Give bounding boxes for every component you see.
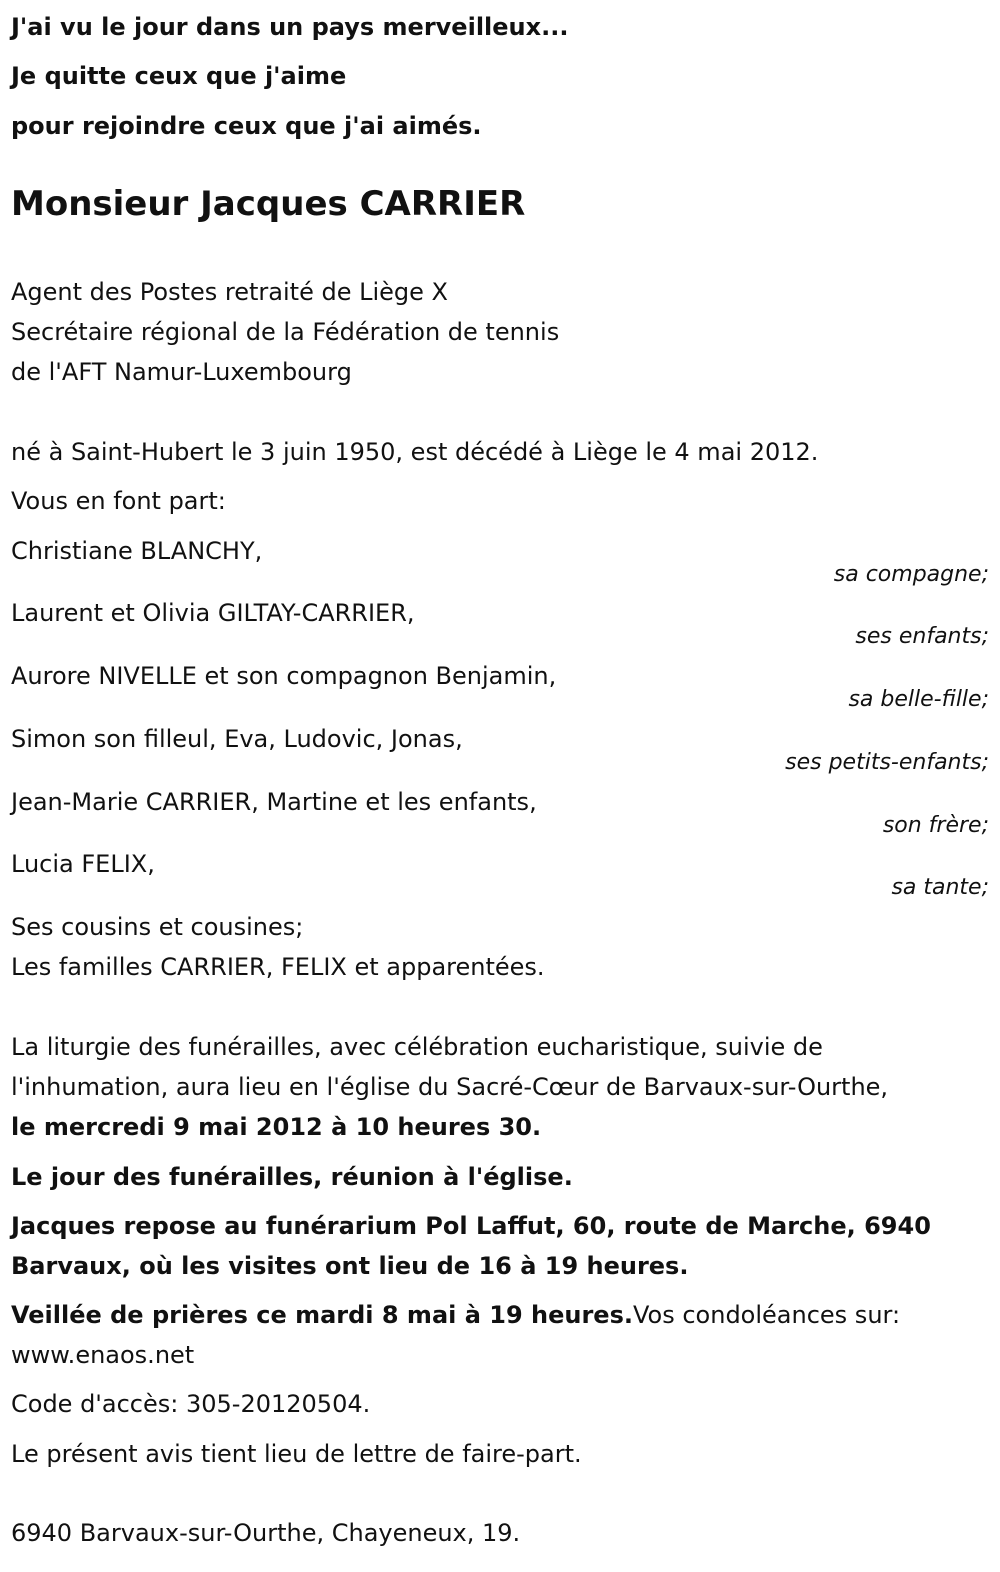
family-names: Christiane BLANCHY, <box>11 537 263 565</box>
vigil-line <box>11 1300 900 1330</box>
funerarium-line-1: Jacques repose au funérarium Pol Laffut, 60, route de Marche, 6940 <box>11 1212 931 1240</box>
epitaph-line-2: Je quitte ceux que j'aime <box>11 62 347 90</box>
liturgy-line-2: l'inhumation, aura lieu en l'église du Sacré-Cœur de Barvaux-sur-Ourthe, <box>11 1073 889 1101</box>
epitaph-line-3: pour rejoindre ceux que j'ai aimés. <box>11 112 482 140</box>
liturgy-date-time: le mercredi 9 mai 2012 à 10 heures 30. <box>11 1113 542 1141</box>
family-names: Laurent et Olivia GILTAY-CARRIER, <box>11 599 415 627</box>
title-line-2: Secrétaire régional de la Fédération de tennis <box>11 318 560 346</box>
address-line: 6940 Barvaux-sur-Ourthe, Chayeneux, 19. <box>11 1519 521 1547</box>
family-relation: sa tante; <box>891 875 989 900</box>
condolences-text: Vos condoléances sur: <box>632 1301 901 1329</box>
deceased-name: Monsieur Jacques CARRIER <box>11 184 526 224</box>
family-relation: ses enfants; <box>855 624 989 649</box>
family-names: Jean-Marie CARRIER, Martine et les enfants, <box>11 788 537 816</box>
meeting-line: Le jour des funérailles, réunion à l'église. <box>11 1163 573 1191</box>
family-relation: sa compagne; <box>833 562 989 587</box>
access-code: Code d'accès: 305-20120504. <box>11 1390 371 1418</box>
extended-family-line-1: Ses cousins et cousines; <box>11 913 304 941</box>
notice-line: Le présent avis tient lieu de lettre de faire-part. <box>11 1440 582 1468</box>
birth-death-line: né à Saint-Hubert le 3 juin 1950, est décédé à Liège le 4 mai 2012. <box>11 438 819 466</box>
family-relation: son frère; <box>882 813 989 838</box>
extended-family-line-2: Les familles CARRIER, FELIX et apparentées. <box>11 953 545 981</box>
family-names: Lucia FELIX, <box>11 850 155 878</box>
title-line-1: Agent des Postes retraité de Liège X <box>11 278 448 306</box>
epitaph-line-1: J'ai vu le jour dans un pays merveilleux... <box>11 13 569 41</box>
announce-intro: Vous en font part: <box>11 487 226 515</box>
liturgy-line-1: La liturgie des funérailles, avec célébration eucharistique, suivie de <box>11 1033 823 1061</box>
title-line-3: de l'AFT Namur-Luxembourg <box>11 358 352 386</box>
vigil-text: Veillée de prières ce mardi 8 mai à 19 heures. <box>11 1301 633 1329</box>
family-names: Simon son filleul, Eva, Ludovic, Jonas, <box>11 725 463 753</box>
condolences-website: www.enaos.net <box>11 1341 195 1369</box>
family-relation: ses petits-enfants; <box>785 750 989 775</box>
family-names: Aurore NIVELLE et son compagnon Benjamin, <box>11 662 557 690</box>
funerarium-line-2: Barvaux, où les visites ont lieu de 16 à 19 heures. <box>11 1252 689 1280</box>
family-relation: sa belle-fille; <box>848 687 989 712</box>
